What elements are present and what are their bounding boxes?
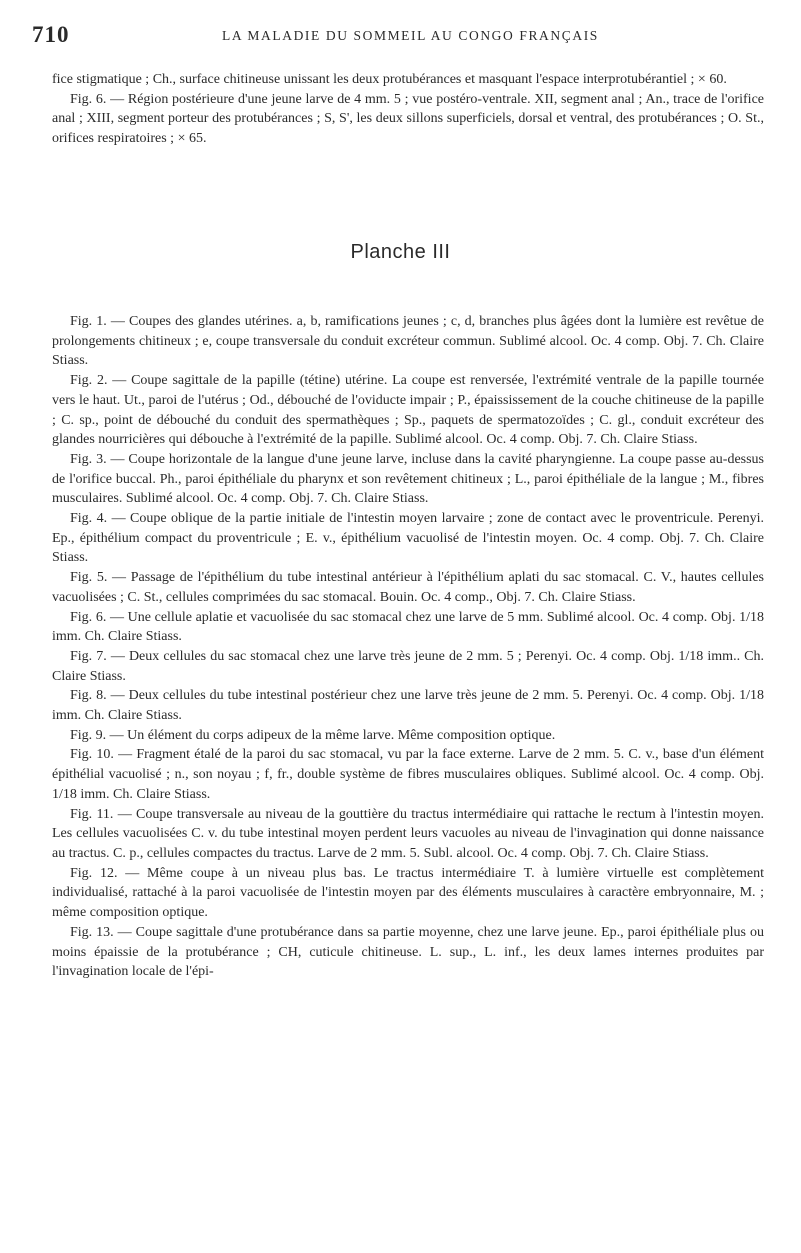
caption-fig-8: Fig. 8. — Deux cellules du tube intestinal postérieur chez une larve très jeune de 2 mm. 5. Perenyi. Oc. 4 comp. Obj. 1/18 imm. Ch. Claire Stiass.: [52, 688, 764, 724]
caption-fig-1: Fig. 1. — Coupes des glandes utérines. a, b, ramifications jeunes ; c, d, branches plus âgées dont la lumière est revêtue de prolongements chitineux ; e, coupe transversale du conduit excréteur commun. Sublimé alcool. Oc. 4 comp. Obj. 7. Ch. Claire Stiass.: [52, 314, 764, 369]
running-header: [32, 22, 769, 48]
caption-fig-4: Fig. 4. — Coupe oblique de la partie initiale de l'intestin moyen larvaire ; zone de contact avec le proventricule. Perenyi. Ep., épithélium compact du proventricule ; E. v., épithélium vacuolisé de l'intestin moyen. Oc. 4 comp. Obj. 7. Ch. Claire Stiass.: [52, 511, 764, 566]
caption-fig-12: Fig. 12. — Même coupe à un niveau plus bas. Le tractus intermédiaire T. à lumière virtuelle est complètement individualisé, rattaché à la paroi vacuolisée de l'intestin moyen par des éléments musculaires à caractère embryonnaire, M. ; même composition optique.: [52, 865, 764, 921]
caption-fig-11: Fig. 11. — Coupe transversale au niveau de la gouttière du tractus intermédiaire qui rattache le rectum à l'intestin moyen. Les cellules vacuolisées C. v. du tube intestinal moyen perdent leurs vacuoles au niveau de l'invagination qui donne naissance au tractus. C. p., cellules compactes du tractus. Larve de 2 mm. 5. Subl. alcool. Oc. 4 comp. Obj. 7. Ch. Claire Stiass.: [52, 806, 764, 861]
caption-fig-7: Fig. 7. — Deux cellules du sac stomacal chez une larve très jeune de 2 mm. 5 ; Perenyi. Oc. 4 comp. Obj. 1/18 imm.. Ch. Claire Stiass.: [52, 648, 764, 684]
caption-continuation: fice stigmatique ; Ch., surface chitineuse unissant les deux protubérances et masquant l'espace interprotubérantiel ; × 60.: [52, 72, 727, 87]
caption-fig-6: Fig. 6. — Une cellule aplatie et vacuolisée du sac stomacal chez une larve de 5 mm. Sublimé alcool. Oc. 4 comp. Obj. 1/18 imm. Ch. Claire Stiass.: [52, 609, 764, 645]
page-number: 710: [32, 22, 70, 47]
caption-fig-3: Fig. 3. — Coupe horizontale de la langue d'une jeune larve, incluse dans la cavité pharyngienne. La coupe passe au-dessus de l'orifice buccal. Ph., paroi épithéliale du pharynx et son revêtement chitineux ; L., paroi épithéliale de la langue ; M., fibres musculaires. Sublimé alcool. Oc. 4 comp. Obj. 7. Ch. Claire Stiass.: [52, 451, 764, 507]
running-title: LA MALADIE DU SOMMEIL AU CONGO FRANÇAIS: [222, 28, 599, 43]
caption-fig-2: Fig. 2. — Coupe sagittale de la papille (tétine) utérine. La coupe est renversée, l'extrémité ventrale de la papille tournée vers le haut. Ut., paroi de l'utérus ; Od., débouché de l'oviducte impair ; P., épaississement de la couche chitineuse de la papille ; C. sp., point de débouché du conduit des spermathèques ; Sp., paquets de spermatozoïdes ; C. gl., conduit excréteur des glandes nourricières qui débouche à l'extrémité de la papille. Sublimé alcool. Oc. 4 comp. Obj. 7. Ch. Claire Stiass.: [52, 373, 764, 448]
caption-fig-10: Fig. 10. — Fragment étalé de la paroi du sac stomacal, vu par la face externe. Larve de 2 mm. 5. C. v., base d'un élément épithélial vacuolisé ; n., son noyau ; f, fr., double système de fibres musculaires obliques. Sublimé alcool. Oc. 4 comp. Obj. 1/18 imm. Ch. Claire Stiass.: [52, 747, 764, 802]
intro-captions: [52, 70, 764, 149]
plate-title: Planche III: [350, 241, 451, 263]
caption-fig-6-prev: Fig. 6. — Région postérieure d'une jeune larve de 4 mm. 5 ; vue postéro-ventrale. XII, segment anal ; An., trace de l'orifice anal ; XIII, segment porteur des protubérances ; S, S', les deux sillons superficiels, dorsal et ventral, des protubérances ; O. St., orifices respiratoires ; × 65.: [52, 91, 764, 147]
caption-fig-9: Fig. 9. — Un élément du corps adipeux de la même larve. Même composition optique.: [70, 727, 556, 743]
plate-captions: [52, 312, 764, 982]
caption-fig-5: Fig. 5. — Passage de l'épithélium du tube intestinal antérieur à l'épithélium aplati du sac stomacal. C. V., hautes cellules vacuolisées ; C. St., cellules comprimées du sac stomacal. Bouin. Oc. 4 comp., Obj. 7. Ch. Claire Stiass.: [52, 570, 764, 605]
caption-fig-13: Fig. 13. — Coupe sagittale d'une protubérance dans sa partie moyenne, chez une larve jeune. Ep., paroi épithéliale plus ou moins épaissie de la protubérance ; CH, cuticule chitineuse. L. sup., L. inf., les deux lames internes produites par l'invagination locale de l'épi-: [52, 924, 764, 980]
